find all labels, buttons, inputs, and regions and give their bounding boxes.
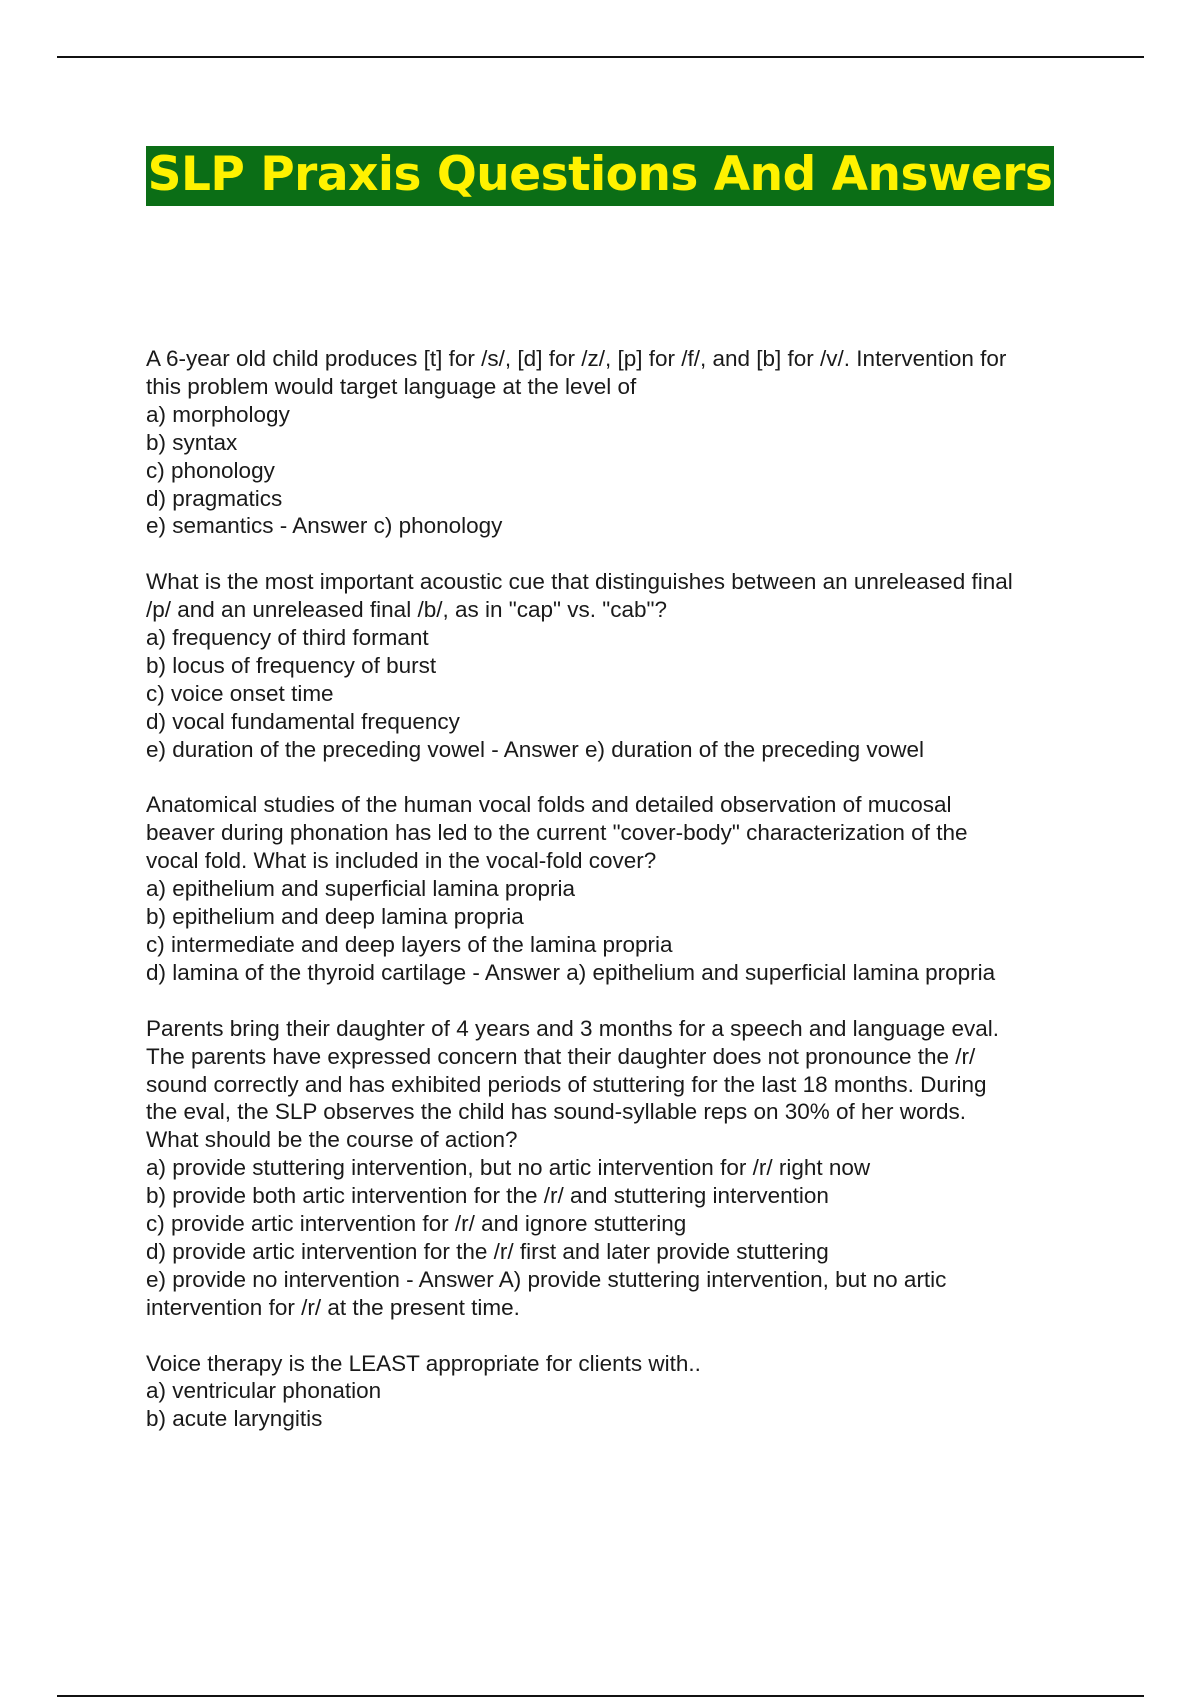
answer-option: c) provide artic intervention for /r/ and ignore stuttering (146, 1211, 687, 1237)
document-title: SLP Praxis Questions And Answers (146, 146, 1055, 206)
answer-line: e) provide no intervention - Answer A) provide stuttering intervention, but no artic (146, 1266, 947, 1292)
answer-option: a) provide stuttering intervention, but no artic intervention for /r/ right now (146, 1155, 871, 1181)
answer-option: b) acute laryngitis (146, 1406, 323, 1432)
answer-option: b) provide both artic intervention for the /r/ and stuttering intervention (146, 1183, 829, 1209)
top-rule (57, 56, 1144, 58)
question-block-1 (146, 345, 1086, 540)
question-list (146, 345, 1086, 1461)
question-text: The parents have expressed concern that their daughter does not pronounce the /r/ (146, 1043, 976, 1069)
bottom-rule (57, 1695, 1144, 1697)
question-text: sound correctly and has exhibited periods of stuttering for the last 18 months. During (146, 1071, 987, 1097)
answer-option: c) phonology (146, 457, 275, 483)
answer-option: b) locus of frequency of burst (146, 652, 437, 678)
question-block-4 (146, 1015, 1086, 1322)
answer-line: intervention for /r/ at the present time. (146, 1294, 520, 1320)
answer-option: d) vocal fundamental frequency (146, 708, 460, 734)
answer-line: e) semantics - Answer c) phonology (146, 513, 503, 539)
question-text: Anatomical studies of the human vocal folds and detailed observation of mucosal (146, 792, 952, 818)
question-text: this problem would target language at the level of (146, 373, 637, 399)
answer-line: e) duration of the preceding vowel - Answer e) duration of the preceding vowel (146, 736, 924, 762)
answer-option: b) syntax (146, 429, 238, 455)
answer-option: a) ventricular phonation (146, 1378, 382, 1404)
question-text: /p/ and an unreleased final /b/, as in "cap" vs. "cab"? (146, 597, 668, 623)
question-text: A 6-year old child produces [t] for /s/, [d] for /z/, [p] for /f/, and [b] for /v/. Intervention for (146, 346, 1007, 371)
answer-option: a) epithelium and superficial lamina propria (146, 876, 575, 902)
question-text: Voice therapy is the LEAST appropriate for clients with.. (146, 1350, 701, 1376)
question-text: What should be the course of action? (146, 1127, 518, 1153)
answer-line: d) lamina of the thyroid cartilage - Answer a) epithelium and superficial lamina propria (146, 959, 996, 985)
answer-option: d) provide artic intervention for the /r/ first and later provide stuttering (146, 1238, 829, 1264)
answer-option: a) morphology (146, 401, 290, 427)
question-block-5 (146, 1350, 1086, 1434)
question-text: the eval, the SLP observes the child has sound-syllable reps on 30% of her words. (146, 1099, 967, 1125)
question-text: Parents bring their daughter of 4 years and 3 months for a speech and language eval. (146, 1015, 1000, 1041)
question-text: vocal fold. What is included in the vocal-fold cover? (146, 848, 657, 874)
question-text: beaver during phonation has led to the current "cover-body" characterization of the (146, 820, 968, 846)
title-banner (0, 146, 1200, 206)
answer-option: c) intermediate and deep layers of the lamina propria (146, 932, 673, 957)
question-block-2 (146, 568, 1086, 763)
answer-option: c) voice onset time (146, 680, 334, 706)
question-block-3 (146, 791, 1086, 986)
question-text: What is the most important acoustic cue that distinguishes between an unreleased final (146, 569, 1013, 595)
answer-option: b) epithelium and deep lamina propria (146, 904, 524, 930)
answer-option: a) frequency of third formant (146, 625, 429, 651)
answer-option: d) pragmatics (146, 485, 283, 511)
